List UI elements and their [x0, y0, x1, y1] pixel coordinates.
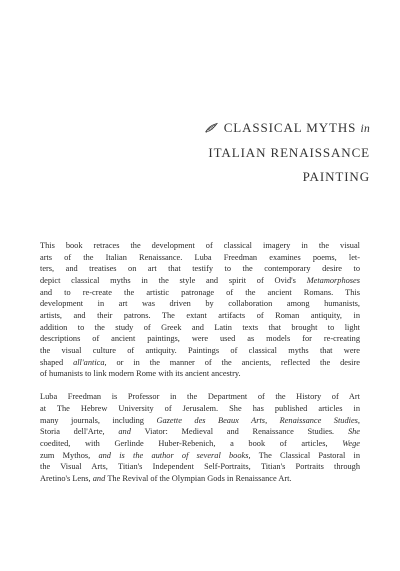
text-line: the visual culture of antiquity. Paintings of classical myths that were [40, 345, 360, 355]
description-paragraph [40, 240, 360, 380]
text-line [40, 461, 360, 473]
text-line [40, 357, 360, 369]
author-bio-paragraph [40, 391, 360, 484]
text-segment: the Visual Arts [40, 462, 106, 472]
italic-title-text: Renaissance Studies [279, 415, 358, 425]
text-line: arts of the Italian Renaissance. Luba Freedman examines poems, let- [40, 252, 360, 262]
text-line: of humanists to link modern Rome with its ancient ancestry. [40, 369, 241, 379]
book-title [205, 116, 370, 189]
text-segment: Storia dell'Arte [40, 427, 103, 437]
italic-title-text: all'antica [73, 357, 105, 367]
text-segment: shaped [40, 357, 74, 367]
text-segment: The Revival of the Olympian Gods in Renaissance Art [107, 473, 290, 483]
title-main: CLASSICAL MYTHS [223, 120, 357, 135]
text-line [40, 275, 360, 287]
text-segment: The Classical Pastoral in [258, 450, 360, 460]
text-line: addition to the study of Greek and Latin texts that brought to light [40, 322, 360, 332]
text-segment: , or in the manner of the ancients, reflected the desire [104, 357, 360, 367]
text-line: ters, and treatises on art that testify to the contemporary desire to [40, 264, 360, 274]
text-segment: Aretino's Lens [40, 473, 89, 483]
text-line [40, 473, 360, 485]
text-segment: Viator: Medieval and Renaissance Studies [144, 427, 333, 437]
text-segment: Titian's Independent Self-Portraits [118, 462, 249, 472]
title-line-1 [205, 116, 370, 141]
text-line [40, 415, 360, 427]
italic-title-text: , [248, 462, 261, 472]
text-line [40, 450, 360, 462]
text-line: development in art was driven by collaboration among humanists, [40, 299, 360, 309]
text-segment: Titian's Portraits through [260, 462, 361, 472]
text-line [40, 426, 360, 438]
text-segment: depict classical myths in the style and spirit of Ovid's [40, 275, 307, 285]
italic-title-text: . She [332, 427, 360, 437]
title-in: in [360, 123, 370, 135]
text-line: Luba Freedman is Professor in the Department of the History of Art [40, 392, 360, 402]
text-line: descriptions of ancient paintings, were used as models for re-creating [40, 334, 360, 344]
text-line: This book retraces the development of classical imagery in the visual [40, 241, 360, 250]
text-segment: , [265, 415, 280, 425]
text-segment: zum Mythos [40, 450, 89, 460]
title-line-2: ITALIAN RENAISSANCE [208, 145, 370, 160]
text-segment: , [357, 415, 360, 425]
italic-title-text: , and is the author of several books, [88, 450, 259, 460]
italic-title-text: Gazette des Beaux Arts [156, 415, 266, 425]
text-line [40, 438, 360, 450]
italic-title-text: , [105, 462, 119, 472]
text-line: and to re-create the artistic patronage of the ancient Romans. This [40, 287, 360, 297]
fleuron-icon [205, 122, 218, 133]
text-segment: coedited, with Gerlinde Huber-Rebenich, a book of articles, [40, 439, 343, 448]
title-line-3: PAINTING [302, 169, 370, 184]
text-line: artists, and their patrons. The extant artifacts of Roman antiquity, in [40, 310, 360, 320]
italic-title-text: , and [102, 427, 145, 437]
italic-title-text: Metamorphoses [306, 275, 360, 285]
italic-title-text: , and [88, 473, 108, 483]
italic-title-text: . [289, 473, 292, 483]
text-segment: many journals, including [40, 415, 157, 425]
italic-title-text: Wege [342, 439, 360, 448]
book-description [40, 240, 360, 496]
text-line: at The Hebrew University of Jerusalem. She has published articles in [40, 404, 360, 414]
